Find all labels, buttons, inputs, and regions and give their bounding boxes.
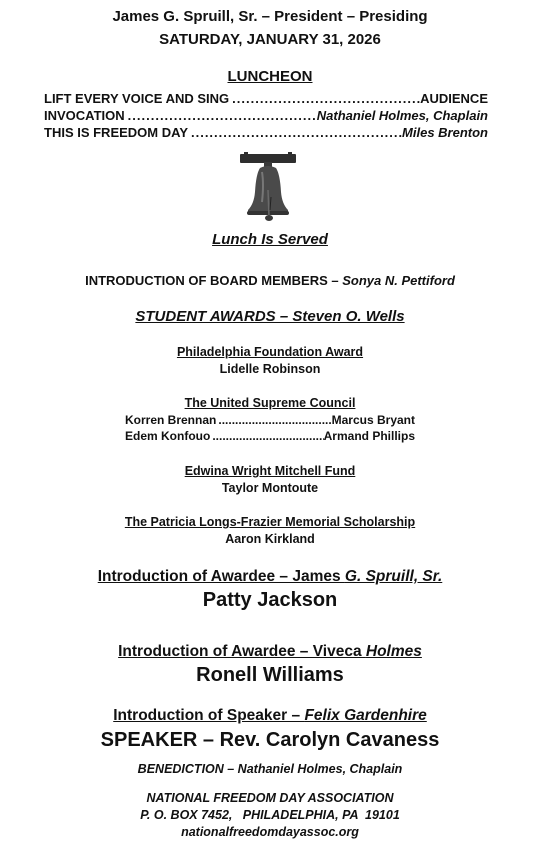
leader-dots xyxy=(210,428,323,444)
award-recipient: Lidelle Robinson xyxy=(219,362,321,376)
program-item xyxy=(44,124,488,142)
intro-presenter: G. Spruill, Sr. xyxy=(344,568,443,585)
intro-label: Introduction of Awardee – James xyxy=(97,568,345,585)
lunch-served: Lunch Is Served xyxy=(212,231,328,248)
awardee-name: Ronell Williams xyxy=(196,664,344,686)
program-item xyxy=(44,107,488,125)
program-item-label: THIS IS FREEDOM DAY xyxy=(44,125,188,140)
board-label: INTRODUCTION OF BOARD MEMBERS – xyxy=(85,273,343,288)
speaker-name: SPEAKER – Rev. Carolyn Cavaness xyxy=(100,729,440,751)
award-title: The Patricia Longs-Frazier Memorial Scholarship xyxy=(124,515,416,529)
award-title: Philadelphia Foundation Award xyxy=(176,345,364,359)
leader-dots xyxy=(188,124,402,142)
intro-label: Introduction of Speaker – xyxy=(113,707,305,724)
program-item-value: Nathaniel Holmes, Chaplain xyxy=(316,108,488,123)
pair-right: Marcus Bryant xyxy=(331,413,415,427)
intro-presenter: Holmes xyxy=(365,643,422,660)
student-awards-heading: STUDENT AWARDS – Steven O. Wells xyxy=(135,308,405,325)
program-item-value: AUDIENCE xyxy=(420,91,488,106)
awardee-introduction xyxy=(0,643,540,661)
recipient-pair xyxy=(125,428,415,444)
program-item-label: LIFT EVERY VOICE AND SING xyxy=(44,91,230,106)
pair-right: Armand Phillips xyxy=(323,429,415,443)
org-name: NATIONAL FREEDOM DAY ASSOCIATION xyxy=(146,791,394,805)
org-website: nationalfreedomdayassoc.org xyxy=(181,825,359,839)
leader-dots xyxy=(229,90,420,108)
award-title: The United Supreme Council xyxy=(184,396,356,410)
award-title: Edwina Wright Mitchell Fund xyxy=(184,464,356,478)
liberty-bell-icon xyxy=(238,152,298,222)
recipient-pair xyxy=(125,412,415,428)
intro-label: Introduction of Awardee – Viveca xyxy=(118,643,366,660)
speaker-introduction xyxy=(0,707,540,725)
program-item-value: Miles Brenton xyxy=(402,125,488,140)
awardee-name: Patty Jackson xyxy=(202,589,338,611)
pair-left: Edem Konfouo xyxy=(125,429,211,443)
luncheon-heading: LUNCHEON xyxy=(227,68,313,85)
leader-dots xyxy=(125,107,317,125)
presiding-line: James G. Spruill, Sr. – President – Presiding xyxy=(112,8,428,25)
award-recipient: Aaron Kirkland xyxy=(225,532,315,546)
program-item xyxy=(44,90,488,108)
board-presenter: Sonya N. Pettiford xyxy=(342,273,455,288)
leader-dots xyxy=(216,412,331,428)
awardee-introduction xyxy=(0,568,540,586)
board-introduction xyxy=(0,273,540,288)
intro-presenter: Felix Gardenhire xyxy=(304,707,427,724)
org-address: P. O. BOX 7452, PHILADELPHIA, PA 19101 xyxy=(140,808,400,822)
award-recipient: Taylor Montoute xyxy=(221,481,319,495)
event-date: SATURDAY, JANUARY 31, 2026 xyxy=(159,31,381,48)
pair-left: Korren Brennan xyxy=(125,413,217,427)
benediction: BENEDICTION – Nathaniel Holmes, Chaplain xyxy=(137,762,403,776)
program-item-label: INVOCATION xyxy=(44,108,125,123)
